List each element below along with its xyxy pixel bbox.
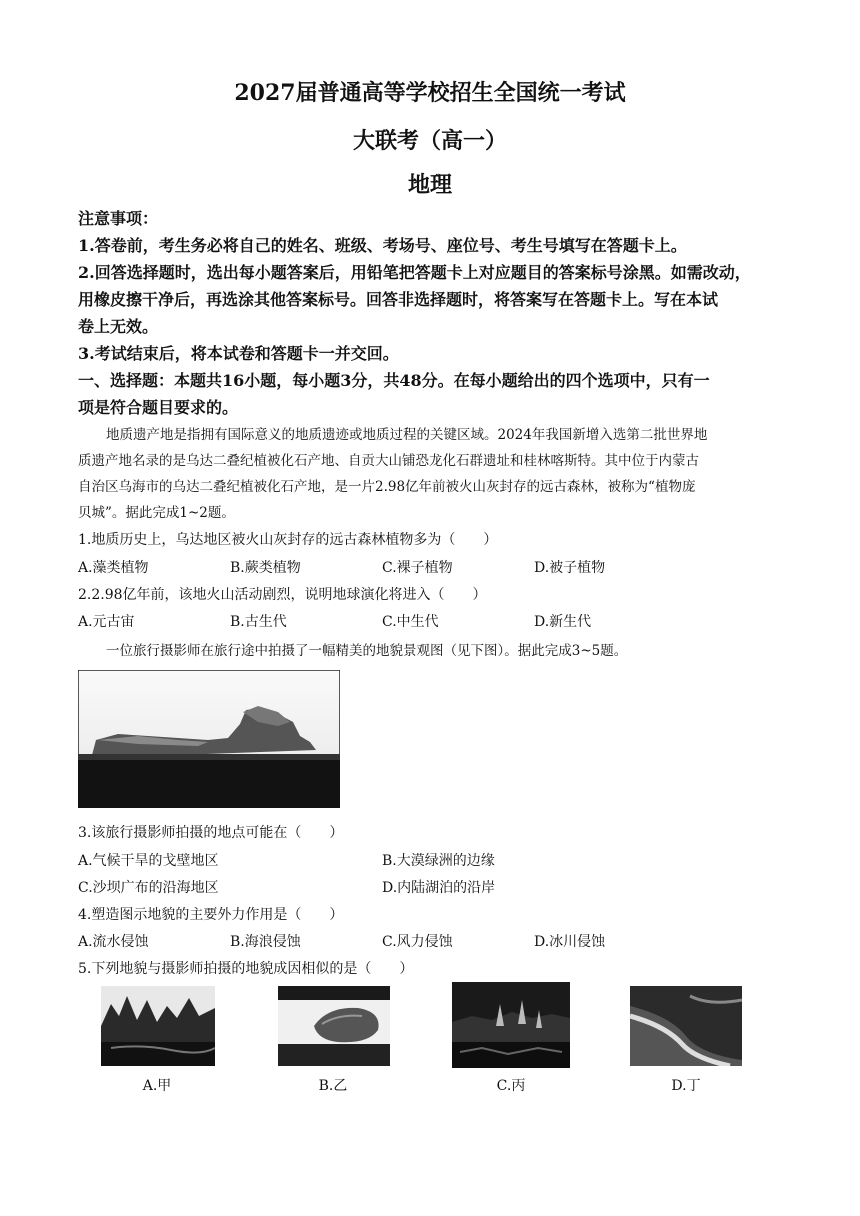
section-heading-line-1: 一、选择题：本题共16小题，每小题3分，共48分。在每小题给出的四个选项中，只有一 <box>78 371 710 390</box>
q2-option-b: B.古生代 <box>230 614 287 630</box>
q3-stem: 3.该旅行摄影师拍摄的地点可能在（ ） <box>78 825 344 841</box>
notice-item-2-line-1: 2.回答选择题时，选出每小题答案后，用铅笔把答题卡上对应题目的答案标号涂黑。如需改动， <box>78 263 751 282</box>
passage-1-line-3: 自治区乌海市的乌达二叠纪植被化石产地，是一片2.98亿年前被火山灰封存的远古森林，被称为“植物庞 <box>78 479 696 495</box>
exam-title: 2027届普通高等学校招生全国统一考试 <box>234 80 626 106</box>
passage-1-line-1: 地质遗产地是指拥有国际意义的地质遗迹或地质过程的关键区域。2024年我国新增入选第二批世界地 <box>106 427 708 443</box>
q1-option-b: B.蕨类植物 <box>230 560 301 576</box>
q2-option-d: D.新生代 <box>534 614 592 630</box>
q4-stem: 4.塑造图示地貌的主要外力作用是（ ） <box>78 907 344 923</box>
passage-1-line-2: 质遗产地名录的是乌达二叠纪植被化石产地、自贡大山铺恐龙化石群遗址和桂林喀斯特。其中位于内蒙古 <box>78 453 699 469</box>
passage-2: 一位旅行摄影师在旅行途中拍摄了一幅精美的地貌景观图（见下图）。据此完成3~5题。 <box>106 643 628 659</box>
photo-bing <box>452 982 570 1068</box>
q3-option-d: D.内陆湖泊的沿岸 <box>382 880 496 896</box>
q5-stem: 5.下列地貌与摄影师拍摄的地貌成因相似的是（ ） <box>78 961 414 977</box>
photo-jia <box>101 986 215 1066</box>
q4-option-b: B.海浪侵蚀 <box>230 934 301 950</box>
q1-option-d: D.被子植物 <box>534 560 606 576</box>
caption-bing: C.丙 <box>496 1078 526 1094</box>
q2-option-c: C.中生代 <box>382 614 439 630</box>
exam-subtitle: 大联考（高一） <box>352 128 507 154</box>
section-heading-line-2: 项是符合题目要求的。 <box>78 398 239 417</box>
q4-option-c: C.风力侵蚀 <box>382 934 453 950</box>
caption-yi: B.乙 <box>318 1078 348 1094</box>
q1-option-c: C.裸子植物 <box>382 560 453 576</box>
notice-heading: 注意事项： <box>78 209 159 228</box>
q2-option-a: A.元古宙 <box>78 614 135 630</box>
q2-stem: 2.2.98亿年前，该地火山活动剧烈，说明地球演化将进入（ ） <box>78 587 487 603</box>
caption-jia: A.甲 <box>142 1078 172 1094</box>
q3-option-a: A.气候干旱的戈壁地区 <box>78 853 219 869</box>
passage-1-line-4: 贝城”。据此完成1~2题。 <box>78 505 235 521</box>
q4-option-a: A.流水侵蚀 <box>78 934 149 950</box>
caption-ding: D.丁 <box>671 1078 701 1094</box>
photo-ding <box>630 986 742 1066</box>
notice-item-1: 1.答卷前，考生务必将自己的姓名、班级、考场号、座位号、考生号填写在答题卡上。 <box>78 236 687 255</box>
landform-photo <box>78 670 340 808</box>
q3-option-c: C.沙坝广布的沿海地区 <box>78 880 219 896</box>
notice-item-2-line-3: 卷上无效。 <box>78 317 159 336</box>
notice-item-3: 3.考试结束后，将本试卷和答题卡一并交回。 <box>78 344 399 363</box>
notice-item-2-line-2: 用橡皮擦干净后，再选涂其他答案标号。回答非选择题时，将答案写在答题卡上。写在本试 <box>78 290 719 309</box>
q3-option-b: B.大漠绿洲的边缘 <box>382 853 495 869</box>
q4-option-d: D.冰川侵蚀 <box>534 934 606 950</box>
subject-title: 地理 <box>407 172 452 198</box>
q1-stem: 1.地质历史上，乌达地区被火山灰封存的远古森林植物多为（ ） <box>78 532 498 548</box>
q1-option-a: A.藻类植物 <box>78 560 149 576</box>
photo-yi <box>278 986 390 1066</box>
